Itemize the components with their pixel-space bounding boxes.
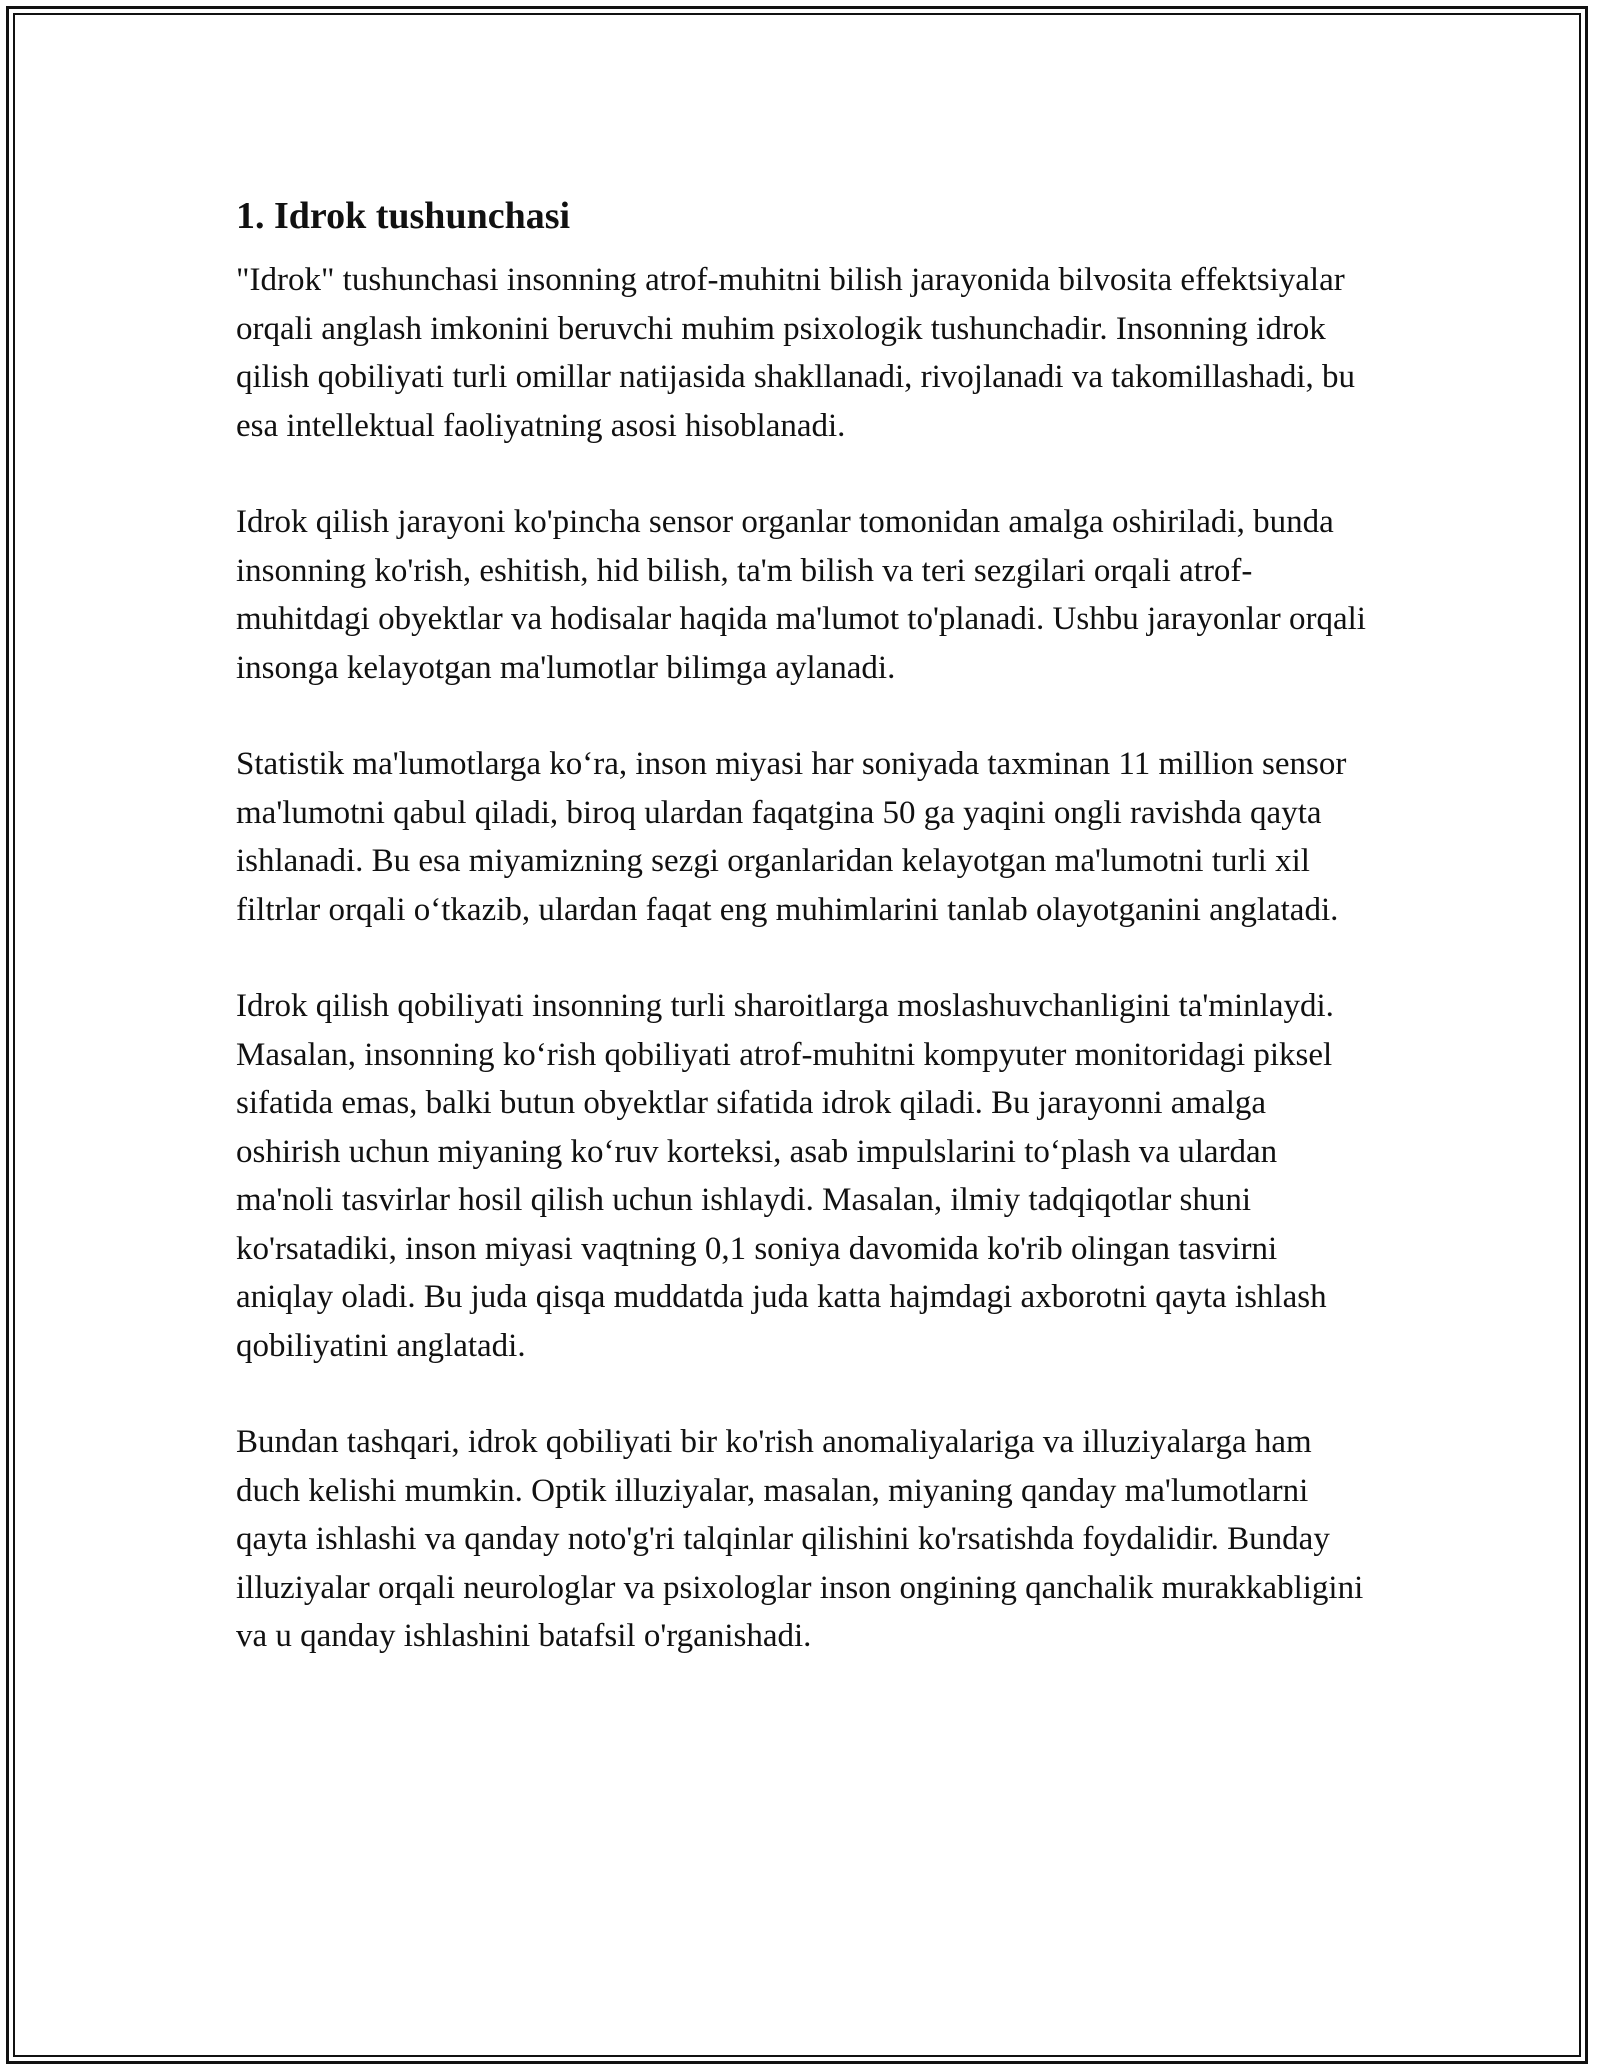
paragraph-statistics: Statistik ma'lumotlarga ko‘ra, inson miyasi har soniyada taxminan 11 million sensor ma'lumotni qabul qiladi, biroq ulardan faqatgina 50 ga yaqini ongli ravishda qayta ishlanadi. Bu esa miyamizning sezgi organlaridan kelayotgan ma'lumotni turli xil filtrlar orqali o‘tkazib, ulardan faqat eng muhimlarini tanlab olayotganini anglatadi. xyxy=(236,746,1347,928)
paragraph-sensory-organs: Idrok qilish jarayoni ko'pincha sensor organlar tomonidan amalga oshiriladi, bunda insonning ko'rish, eshitish, hid bilish, ta'm bilish va teri sezgilari orqali atrof-muhitdagi obyektlar va hodisalar haqida ma'lumot to'planadi. Ushbu jarayonlar orqali insonga kelayotgan ma'lumotlar bilimga aylanadi. xyxy=(236,504,1366,686)
document-body xyxy=(236,180,1366,1709)
paragraph-adaptability: Idrok qilish qobiliyati insonning turli sharoitlarga moslashuvchanligini ta'minlaydi. Masalan, insonning ko‘rish qobiliyati atrof-muhitni kompyuter monitoridagi piksel sifatida emas, balki butun obyektlar sifatida idrok qiladi. Bu jarayonni amalga oshirish uchun miyaning ko‘ruv korteksi, asab impulslarini to‘plash va ulardan ma'noli tasvirlar hosil qilish uchun ishlaydi. Masalan, ilmiy tadqiqotlar shuni ko'rsatadiki, inson miyasi vaqtning 0,1 soniya davomida ko'rib olingan tasvirni aniqlay oladi. Bu juda qisqa muddatda juda katta hajmdagi axborotni qayta ishlash qobiliyatini anglatadi. xyxy=(236,988,1334,1364)
section-heading: 1. Idrok tushunchasi xyxy=(236,195,571,237)
paragraph-definition: "Idrok" tushunchasi insonning atrof-muhitni bilish jarayonida bilvosita effektsiyalar orqali anglash imkonini beruvchi muhim psixologik tushunchadir. Insonning idrok qilish qobiliyati turli omillar natijasida shakllanadi, rivojlanadi va takomillashadi, bu esa intellektual faoliyatning asosi hisoblanadi. xyxy=(236,262,1356,444)
paragraph-illusions: Bundan tashqari, idrok qobiliyati bir ko'rish anomaliyalariga va illuziyalarga ham duch kelishi mumkin. Optik illuziyalar, masalan, miyaning qanday ma'lumotlarni qayta ishlashi va qanday noto'g'ri talqinlar qilishini ko'rsatishda foydalidir. Bunday illuziyalar orqali neurologlar va psixologlar inson ongining qanchalik murakkabligini va u qanday ishlashini batafsil o'rganishadi. xyxy=(236,1424,1364,1654)
